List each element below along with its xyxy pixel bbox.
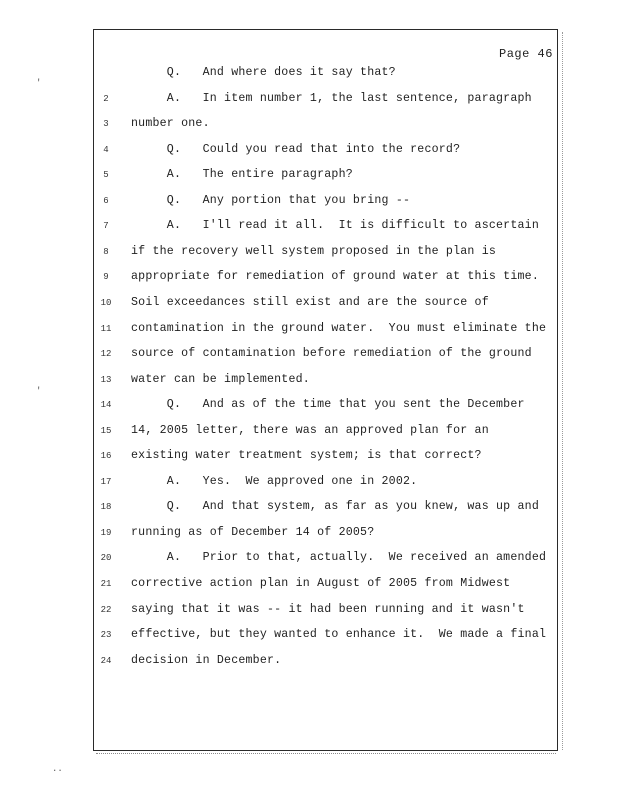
line-number: 11: [100, 323, 112, 334]
line-number: 3: [103, 119, 109, 130]
transcript-line: [0, 652, 618, 672]
left-margin-tick: ': [36, 78, 42, 88]
line-text: Q. Any portion that you bring --: [131, 193, 411, 207]
line-number: 9: [103, 272, 109, 283]
line-text: running as of December 14 of 2005?: [131, 525, 375, 539]
line-text: number one.: [131, 117, 210, 131]
line-number: 10: [100, 297, 112, 308]
line-number: 17: [100, 476, 112, 487]
line-number: 13: [100, 374, 112, 385]
line-text: Q. And that system, as far as you knew, was up and: [131, 500, 539, 514]
left-margin-tick: ': [36, 386, 42, 396]
transcript-line: [0, 64, 618, 84]
line-number: 14: [100, 400, 112, 411]
transcript-line: [0, 549, 618, 569]
line-text: effective, but they wanted to enhance it. We made a final: [131, 628, 547, 642]
line-text: source of contamination before remediation of the ground: [131, 347, 532, 361]
line-number: 6: [103, 195, 109, 206]
line-number: 5: [103, 170, 109, 181]
transcript-line: [0, 90, 618, 110]
line-text: Soil exceedances still exist and are the source of: [131, 295, 489, 309]
line-text: corrective action plan in August of 2005 from Midwest: [131, 577, 511, 590]
transcript-line: [0, 575, 618, 595]
bottom-dotted-rule: [96, 753, 556, 754]
line-number: 15: [100, 425, 112, 436]
line-text: Q. And as of the time that you sent the December: [131, 398, 525, 412]
transcript-line: [0, 217, 618, 237]
transcript-line: [0, 243, 618, 263]
line-text: A. The entire paragraph?: [131, 168, 353, 182]
line-number: 2: [103, 93, 109, 104]
transcript-line: [0, 396, 618, 416]
line-number: 24: [100, 655, 112, 666]
line-text: decision in December.: [131, 653, 282, 667]
corner-mark: ..: [52, 764, 63, 774]
transcript-line: [0, 473, 618, 493]
line-text: saying that it was -- it had been running and it wasn't: [131, 602, 525, 616]
transcript-line: [0, 524, 618, 544]
transcript-line: [0, 320, 618, 340]
line-number: 23: [100, 630, 112, 641]
transcript-line: [0, 115, 618, 135]
transcript-line: [0, 141, 618, 161]
line-text: existing water treatment system; is that correct?: [131, 449, 482, 463]
line-text: 14, 2005 letter, there was an approved plan for an: [131, 423, 489, 437]
line-text: A. Prior to that, actually. We received an amended: [131, 551, 547, 565]
line-number: 7: [103, 221, 109, 232]
line-text: Q. Could you read that into the record?: [131, 142, 461, 156]
transcript-line: [0, 371, 618, 391]
line-text: appropriate for remediation of ground water at this time.: [131, 270, 539, 284]
line-number: 21: [100, 579, 112, 589]
transcript-line: [0, 166, 618, 186]
line-number: 22: [100, 604, 112, 615]
line-text: A. In item number 1, the last sentence, paragraph: [131, 91, 532, 105]
line-number: 8: [103, 246, 109, 257]
line-text: water can be implemented.: [131, 372, 310, 386]
line-number: 18: [100, 502, 112, 513]
transcript-line: [0, 345, 618, 365]
transcript-line: [0, 498, 618, 518]
transcript-line: [0, 626, 618, 646]
line-text: if the recovery well system proposed in the plan is: [131, 244, 497, 258]
transcript-line: [0, 268, 618, 288]
transcript-line: [0, 601, 618, 621]
page-number: Page 46: [499, 47, 553, 61]
transcript-line: [0, 422, 618, 442]
transcript-line: [0, 294, 618, 314]
line-text: Q. And where does it say that?: [131, 66, 396, 79]
transcript-line: [0, 447, 618, 467]
transcript-line: [0, 192, 618, 212]
line-text: contamination in the ground water. You must eliminate the: [131, 321, 547, 335]
line-number: 12: [100, 349, 112, 360]
line-text: A. Yes. We approved one in 2002.: [131, 474, 418, 488]
line-number: 19: [100, 527, 112, 538]
line-number: 16: [100, 451, 112, 462]
line-text: A. I'll read it all. It is difficult to ascertain: [131, 219, 539, 233]
line-number: 4: [103, 144, 109, 155]
line-number: 20: [100, 553, 112, 564]
